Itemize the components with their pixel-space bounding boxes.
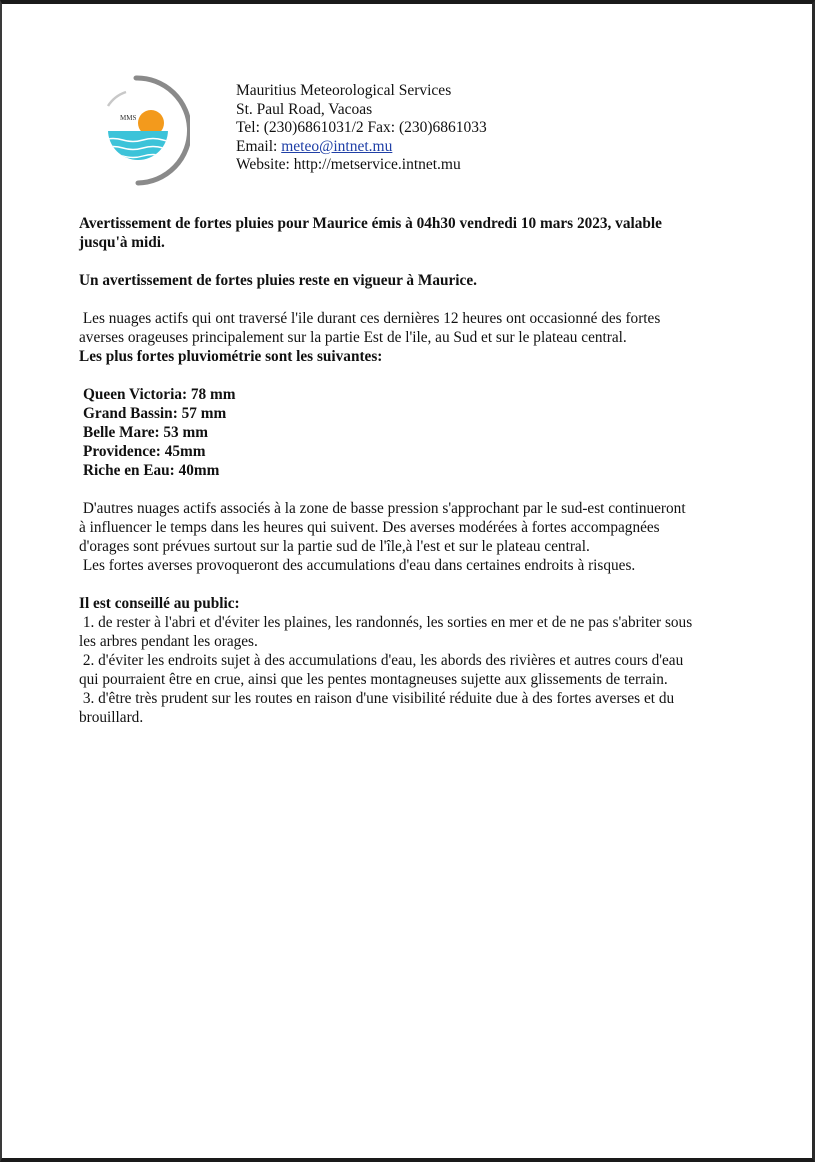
advice1-line1: 1. de rester à l'abri et d'éviter les plaines, les randonnés, les sorties en mer et de ne pas s'abriter sous <box>79 614 693 631</box>
org-address: St. Paul Road, Vacoas <box>236 100 373 118</box>
para2-line3: d'orages sont prévues surtout sur la partie sud de l'île,à l'est et sur le plateau central. <box>79 538 590 555</box>
rainfall-heading: Les plus fortes pluviométrie sont les suivantes: <box>79 348 383 365</box>
advice-heading: Il est conseillé au public: <box>79 595 240 612</box>
para2-line2: à influencer le temps dans les heures qui suivent. Des averses modérées à fortes accompagnées <box>79 519 660 536</box>
bulletin-body <box>79 214 747 727</box>
rainfall-item: Queen Victoria: 78 mm <box>83 386 236 403</box>
rainfall-item: Belle Mare: 53 mm <box>83 424 209 441</box>
org-phone: Tel: (230)6861031/2 Fax: (230)6861033 <box>236 119 487 137</box>
bulletin-title-1: Avertissement de fortes pluies pour Maurice émis à 04h30 vendredi 10 mars 2023, valable <box>79 215 662 232</box>
advice3-line2: brouillard. <box>79 709 144 726</box>
para1-line2: averses orageuses principalement sur la partie Est de l'ile, au Sud et sur le plateau central. <box>79 329 627 346</box>
advice2-line1: 2. d'éviter les endroits sujet à des accumulations d'eau, les abords des rivières et autres cours d'eau <box>79 652 684 669</box>
warning-status: Un avertissement de fortes pluies reste en vigueur à Maurice. <box>79 272 477 289</box>
advice1-line2: les arbres pendant les orages. <box>79 633 258 650</box>
rainfall-item: Providence: 45mm <box>83 443 206 460</box>
org-website: Website: http://metservice.intnet.mu <box>236 156 461 174</box>
logo-text: MMS <box>120 114 137 122</box>
rainfall-item: Grand Bassin: 57 mm <box>83 405 227 422</box>
rainfall-item: Riche en Eau: 40mm <box>83 462 220 479</box>
advice3-line1: 3. d'être très prudent sur les routes en raison d'une visibilité réduite due à des fortes averses et du <box>79 690 675 707</box>
advice2-line2: qui pourraient être en crue, ainsi que les pentes montagneuses sujette aux glissements de terrain. <box>79 671 668 688</box>
email-label: Email: <box>236 137 282 155</box>
mms-logo <box>98 70 190 190</box>
letterhead <box>236 82 487 175</box>
para2-line1: D'autres nuages actifs associés à la zone de basse pression s'approchant par le sud-est continueront <box>79 500 686 517</box>
para1-line1: Les nuages actifs qui ont traversé l'ile durant ces dernières 12 heures ont occasionné des fortes <box>79 310 661 327</box>
org-name: Mauritius Meteorological Services <box>236 82 452 99</box>
email-link[interactable]: meteo@intnet.mu <box>281 137 393 155</box>
para2-line4: Les fortes averses provoqueront des accumulations d'eau dans certaines endroits à risques. <box>79 557 636 574</box>
bulletin-title-2: jusqu'à midi. <box>79 234 165 251</box>
org-email-line <box>236 138 487 157</box>
